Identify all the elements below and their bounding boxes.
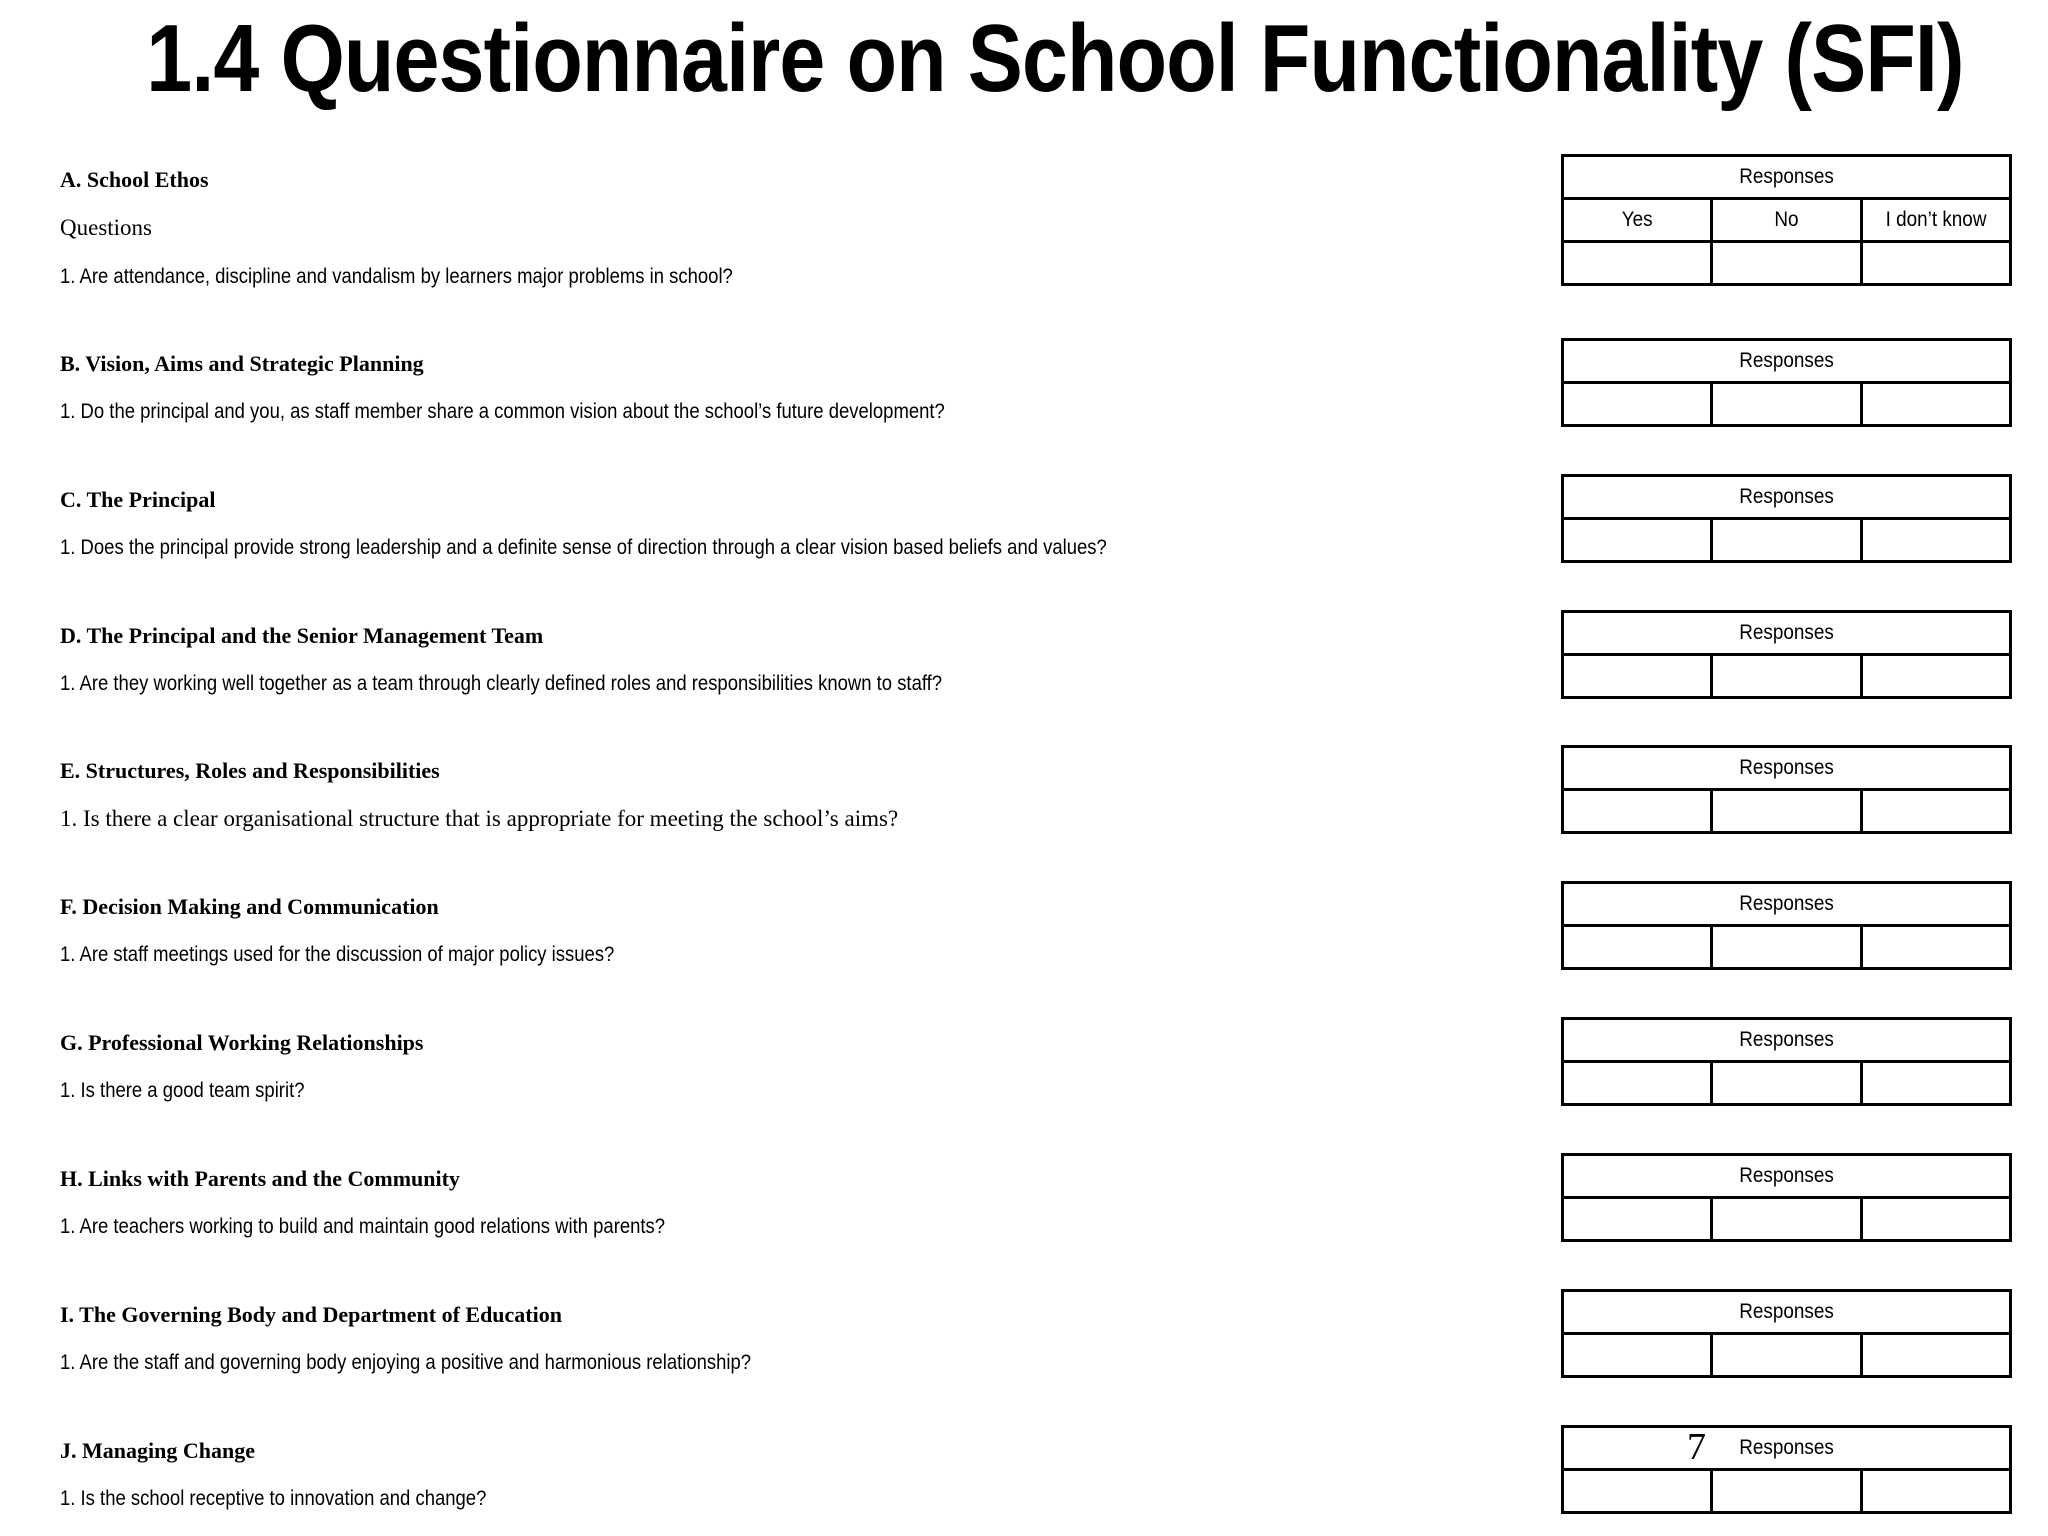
answer-yes-cell[interactable] xyxy=(1563,1334,1712,1377)
section-heading: A. School Ethos xyxy=(60,167,209,192)
answer-no-cell[interactable] xyxy=(1712,1334,1861,1377)
answer-yes-cell[interactable] xyxy=(1563,1470,1712,1513)
responses-header: Responses xyxy=(1563,1019,2011,1062)
question-text: 1. Is there a clear organisational structure that is appropriate for meeting the school’s aims? xyxy=(60,806,899,831)
response-table xyxy=(1561,474,2012,563)
responses-header: Responses xyxy=(1563,1291,2011,1334)
answer-no-cell[interactable] xyxy=(1712,519,1861,562)
response-table xyxy=(1561,1017,2012,1106)
section-heading: C. The Principal xyxy=(60,487,216,512)
response-table xyxy=(1561,610,2012,699)
answer-no-cell[interactable] xyxy=(1712,1470,1861,1513)
section-heading: E. Structures, Roles and Responsibilities xyxy=(60,758,440,783)
answer-dont-know-cell[interactable] xyxy=(1861,1470,2010,1513)
answer-yes-cell[interactable] xyxy=(1563,790,1712,833)
question-text: 1. Are attendance, discipline and vandalism by learners major problems in school? xyxy=(60,265,733,288)
answer-dont-know-cell[interactable] xyxy=(1861,1198,2010,1241)
question-text: 1. Is there a good team spirit? xyxy=(60,1079,305,1102)
question-text: 1. Are teachers working to build and maintain good relations with parents? xyxy=(60,1215,666,1238)
answer-dont-know-cell[interactable] xyxy=(1861,655,2010,698)
section-heading: F. Decision Making and Communication xyxy=(60,894,439,919)
answer-yes-cell[interactable] xyxy=(1563,519,1712,562)
responses-header: Responses xyxy=(1563,1427,2011,1470)
response-table xyxy=(1561,745,2012,834)
question-text: 1. Does the principal provide strong leadership and a definite sense of direction through a clear vision based beliefs and values? xyxy=(60,536,1107,559)
answer-dont-know-cell[interactable] xyxy=(1861,1334,2010,1377)
responses-header: Responses xyxy=(1563,340,2011,383)
answer-dont-know-cell[interactable] xyxy=(1861,790,2010,833)
column-dont-know: I don’t know xyxy=(1861,199,2010,242)
answer-yes-cell[interactable] xyxy=(1563,1062,1712,1105)
column-no: No xyxy=(1712,199,1861,242)
answer-no-cell[interactable] xyxy=(1712,790,1861,833)
responses-header: Responses xyxy=(1563,156,2011,199)
answer-no-cell[interactable] xyxy=(1712,1062,1861,1105)
question-text: 1. Are staff meetings used for the discussion of major policy issues? xyxy=(60,943,615,966)
answer-dont-know-cell[interactable] xyxy=(1861,1062,2010,1105)
answer-no-cell[interactable] xyxy=(1712,655,1861,698)
answer-dont-know-cell[interactable] xyxy=(1861,519,2010,562)
answer-yes-cell[interactable] xyxy=(1563,926,1712,969)
answer-no-cell[interactable] xyxy=(1712,1198,1861,1241)
question-text: 1. Are they working well together as a team through clearly defined roles and responsibilities known to staff? xyxy=(60,672,943,695)
question-text: 1. Do the principal and you, as staff member share a common vision about the school’s future development? xyxy=(60,400,945,423)
responses-header: Responses xyxy=(1563,1155,2011,1198)
responses-header: Responses xyxy=(1563,612,2011,655)
section-heading: D. The Principal and the Senior Management Team xyxy=(60,623,544,648)
question-text: 1. Are the staff and governing body enjoying a positive and harmonious relationship? xyxy=(60,1351,752,1374)
answer-yes-cell[interactable] xyxy=(1563,383,1712,426)
section-heading: I. The Governing Body and Department of Education xyxy=(60,1302,562,1327)
column-yes: Yes xyxy=(1563,199,1712,242)
response-table xyxy=(1561,1289,2012,1378)
response-table xyxy=(1561,338,2012,427)
answer-dont-know-cell[interactable] xyxy=(1861,926,2010,969)
responses-header: Responses xyxy=(1563,883,2011,926)
response-table xyxy=(1561,881,2012,970)
page-number: 7 xyxy=(1687,1426,1706,1468)
section-heading: J. Managing Change xyxy=(60,1438,255,1463)
question-text: 1. Is the school receptive to innovation and change? xyxy=(60,1487,487,1510)
answer-dont-know-cell[interactable] xyxy=(1861,383,2010,426)
answer-dont-know-cell[interactable] xyxy=(1861,242,2010,285)
response-table xyxy=(1561,154,2012,286)
answer-yes-cell[interactable] xyxy=(1563,242,1712,285)
section-heading: B. Vision, Aims and Strategic Planning xyxy=(60,351,424,376)
answer-yes-cell[interactable] xyxy=(1563,655,1712,698)
responses-header: Responses xyxy=(1563,476,2011,519)
section-heading: H. Links with Parents and the Community xyxy=(60,1166,460,1191)
questions-label: Questions xyxy=(60,215,152,240)
response-table xyxy=(1561,1425,2012,1514)
answer-no-cell[interactable] xyxy=(1712,242,1861,285)
section-heading: G. Professional Working Relationships xyxy=(60,1030,424,1055)
responses-header: Responses xyxy=(1563,747,2011,790)
answer-no-cell[interactable] xyxy=(1712,926,1861,969)
page-title: 1.4 Questionnaire on School Functionality (SFI) xyxy=(146,5,1964,112)
response-table xyxy=(1561,1153,2012,1242)
answer-yes-cell[interactable] xyxy=(1563,1198,1712,1241)
answer-no-cell[interactable] xyxy=(1712,383,1861,426)
